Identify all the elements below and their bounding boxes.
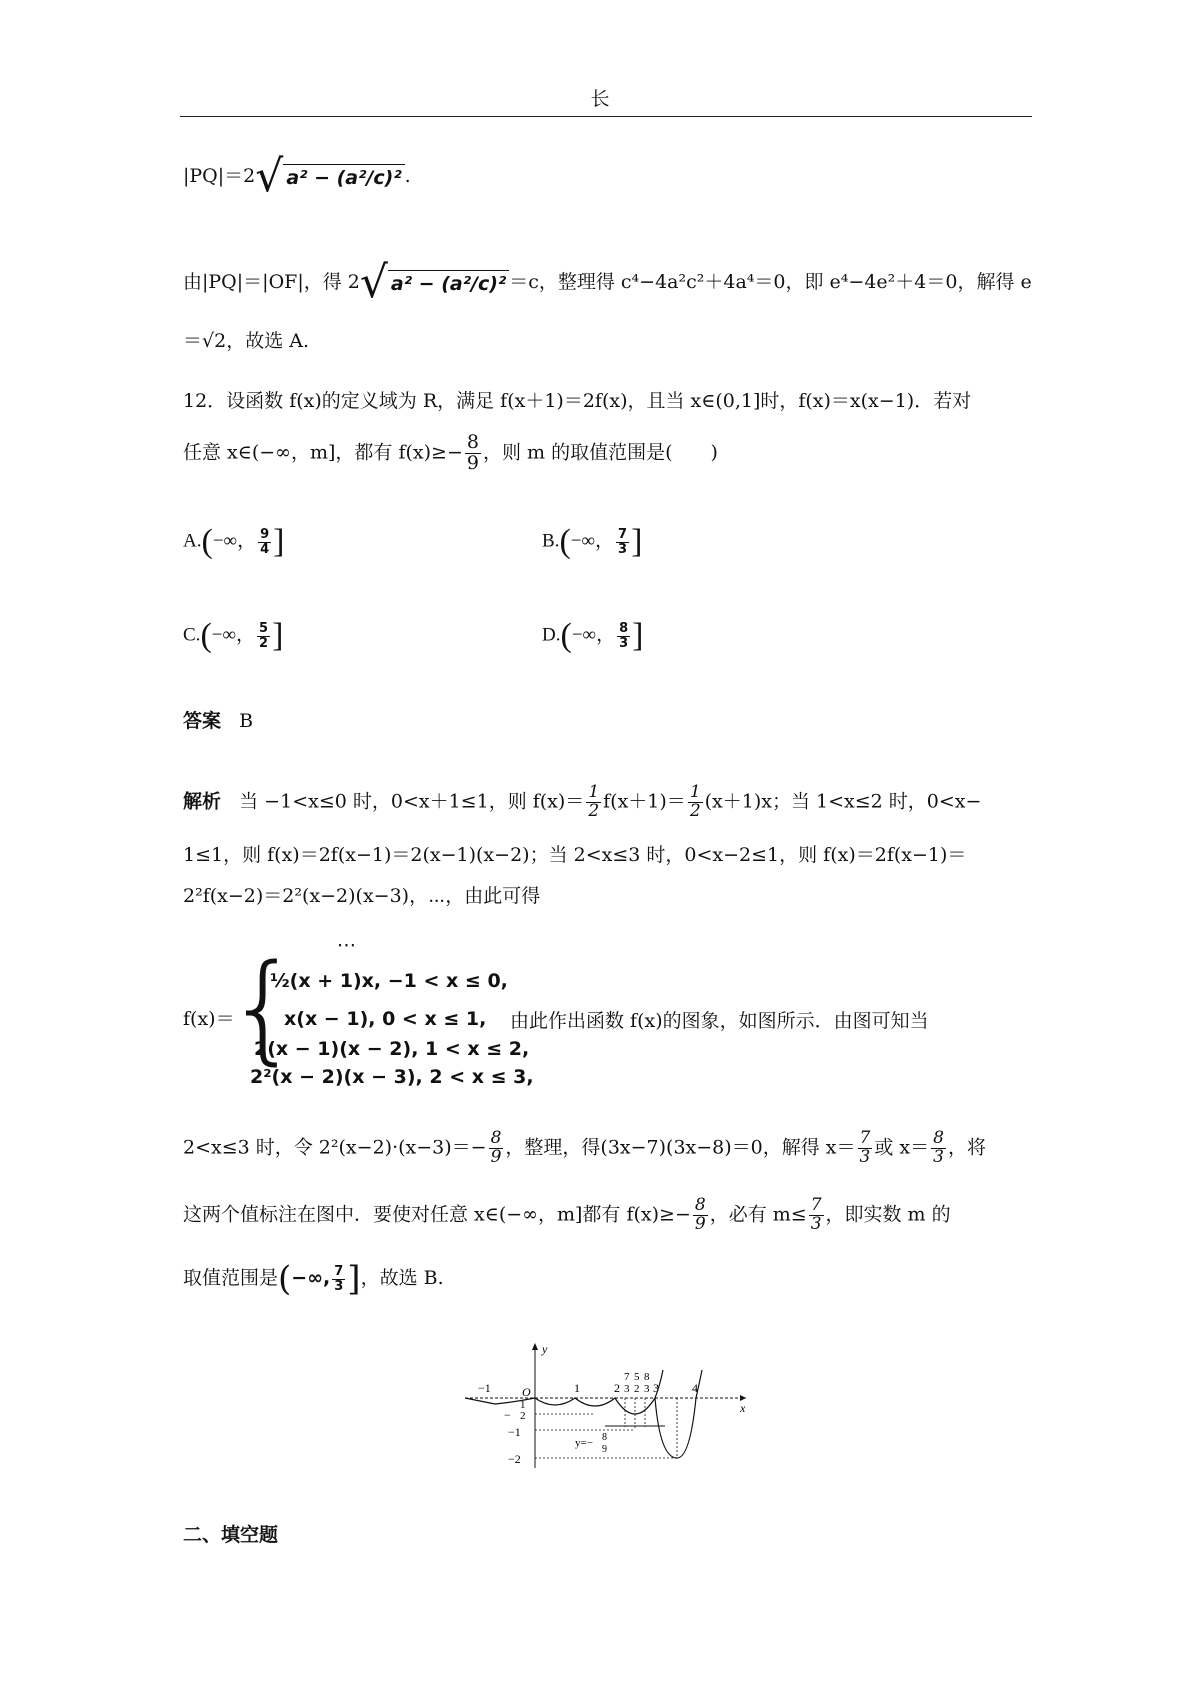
x-tick-3: 3 bbox=[653, 1381, 659, 1395]
analysis-line-2: 1≤1，则 f(x)＝2f(x−1)＝2(x−1)(x−2)；当 2<x≤3 时，0<x−2≤1，则 f(x)＝2f(x−1)＝ bbox=[183, 844, 967, 866]
option-b[interactable]: B.(−∞， $\frac{7}{3}$ ] bbox=[542, 523, 643, 561]
y-axis-label: y bbox=[542, 1342, 548, 1356]
option-a[interactable]: A.(−∞， $\frac{9}{4}$ ] bbox=[183, 523, 285, 561]
answer-label: 答案 bbox=[183, 710, 222, 732]
pq-formula: |PQ|＝2√ a² − (a²/c)² . bbox=[183, 150, 411, 202]
page-header: 长 bbox=[590, 88, 610, 110]
option-d[interactable]: D.(−∞， $\frac{8}{3}$ ] bbox=[542, 617, 644, 655]
piece-2: x(x − 1), 0 < x ≤ 1, bbox=[284, 1008, 487, 1030]
x-tick-5-den: 2 bbox=[634, 1383, 640, 1395]
analysis-line-1: 解析 当 −1<x≤0 时，0<x＋1≤1，则 f(x)＝ $\frac{1}{2}$ f(x＋1)＝ $\frac{1}{2}$ (x＋1)x；当 1<x≤2 时，0<x− bbox=[183, 782, 982, 821]
section-title: 二、填空题 bbox=[183, 1524, 279, 1546]
piecewise-dots: ⋯ bbox=[337, 934, 356, 956]
analysis-label: 解析 bbox=[183, 790, 222, 813]
y-tick-neg2: −2 bbox=[508, 1452, 521, 1466]
derivation-line-1: 由|PQ|＝|OF|，得 2√ a² − (a²/c)² ＝c，整理得 c⁴−4a²c²＋4a⁴＝0，即 e⁴−4e²＋4＝0，解得 e bbox=[183, 256, 1032, 308]
y-tick-neg1: −1 bbox=[508, 1425, 521, 1439]
x-tick-5: 5 bbox=[634, 1371, 640, 1383]
piece-3: 2(x − 1)(x − 2), 1 < x ≤ 2, bbox=[254, 1038, 530, 1060]
answer-value: B bbox=[239, 710, 254, 732]
pq-sqrt: √ a² − (a²/c)² bbox=[255, 164, 404, 190]
analysis-line-3: 2²f(x−2)＝2²(x−2)(x−3)，⋯，由此可得 bbox=[183, 885, 541, 907]
y-tick-neg-half-den: 2 bbox=[520, 1410, 526, 1422]
option-c[interactable]: C.(−∞， $\frac{5}{2}$ ] bbox=[183, 617, 284, 655]
function-graph bbox=[460, 1340, 760, 1480]
y-tick-neg-half-sign: − bbox=[504, 1408, 511, 1422]
x-tick-8-den: 3 bbox=[644, 1383, 650, 1395]
x-tick-1: 1 bbox=[574, 1381, 580, 1395]
deriv-sqrt: √ a² − (a²/c)² bbox=[360, 270, 509, 296]
x-tick-8: 8 bbox=[644, 1371, 650, 1383]
x-tick-7-den: 3 bbox=[624, 1383, 630, 1395]
piece-4: 2²(x − 2)(x − 3), 2 < x ≤ 3, bbox=[250, 1066, 534, 1088]
y-tick-neg-half-num: 1 bbox=[520, 1399, 526, 1411]
x-tick-4: 4 bbox=[692, 1381, 698, 1395]
q12-fraction: $\frac{8}{9}$ bbox=[466, 431, 479, 474]
x-tick-2: 2 bbox=[614, 1381, 620, 1395]
x-axis-label: x bbox=[740, 1401, 746, 1415]
piecewise-lhs: f(x)＝ bbox=[183, 1008, 235, 1030]
piecewise-brace: { bbox=[226, 938, 302, 1076]
cont-line-1: 2<x≤3 时，令 2²(x−2)·(x−3)＝− $\frac{8}{9}$ ，整理，得(3x−7)(3x−8)＝0，解得 x＝ $\frac{7}{3}$ 或 x＝ $\frac{8}{3}$ ，将 bbox=[183, 1128, 986, 1167]
x-tick-7: 7 bbox=[624, 1371, 630, 1383]
cont-line-3: 取值范围是(−∞, $\frac{7}{3}$ ]，故选 B. bbox=[183, 1259, 444, 1300]
y-axis-arrow bbox=[532, 1343, 538, 1350]
origin-label: O bbox=[522, 1385, 531, 1399]
header-rule bbox=[180, 116, 1032, 117]
hline-num: 8 bbox=[602, 1432, 607, 1443]
answer-line bbox=[183, 710, 253, 733]
derivation-line-2: ＝√2，故选 A. bbox=[183, 330, 309, 352]
x-tick-neg1: −1 bbox=[478, 1381, 491, 1395]
piece-1: ½(x + 1)x, −1 < x ≤ 0, bbox=[270, 970, 508, 992]
q12-line-1: 12．设函数 f(x)的定义域为 R，满足 f(x＋1)＝2f(x)，且当 x∈(0,1]时，f(x)＝x(x−1)．若对 bbox=[183, 390, 972, 412]
pq-lhs: |PQ|＝2 bbox=[183, 164, 256, 187]
q12-line-2: 任意 x∈(−∞，m]，都有 f(x)≥− $\frac{8}{9}$ ，则 m 的取值范围是( ) bbox=[183, 431, 718, 474]
piecewise-after: 由此作出函数 f(x)的图象，如图所示．由图可知当 bbox=[510, 1010, 929, 1032]
hline-label: y=− bbox=[575, 1437, 593, 1449]
hline-den: 9 bbox=[602, 1444, 607, 1455]
cont-line-2: 这两个值标注在图中．要使对任意 x∈(−∞，m]都有 f(x)≥− $\frac{8}{9}$ ，必有 m≤ $\frac{7}{3}$ ，即实数 m 的 bbox=[183, 1195, 951, 1234]
